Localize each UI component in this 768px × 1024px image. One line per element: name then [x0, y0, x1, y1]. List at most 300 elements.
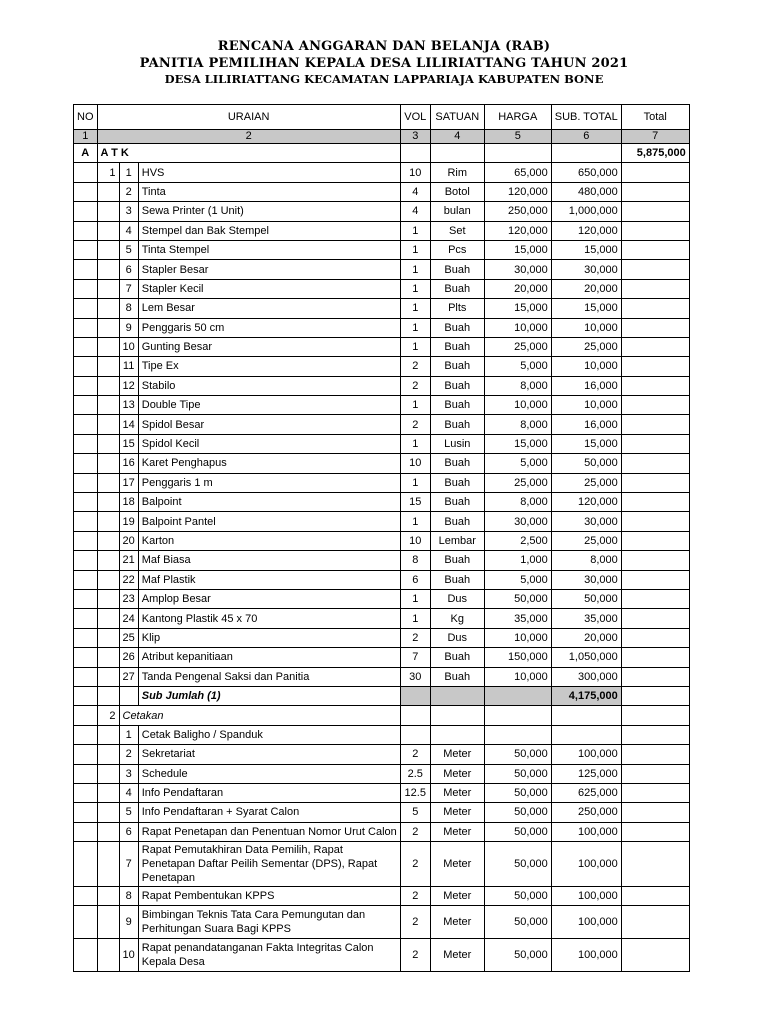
item-subtotal: 100,000 — [551, 745, 621, 764]
group-label: Cetakan — [119, 706, 400, 725]
item-number: 10 — [119, 939, 138, 972]
item-harga: 120,000 — [484, 182, 551, 201]
item-subtotal: 300,000 — [551, 667, 621, 686]
item-uraian: Stabilo — [138, 376, 400, 395]
item-satuan: Meter — [430, 764, 484, 783]
table-row — [74, 337, 690, 356]
item-number: 18 — [119, 493, 138, 512]
item-vol: 1 — [400, 473, 430, 492]
blank-cell — [74, 725, 98, 744]
item-harga: 1,000 — [484, 551, 551, 570]
item-vol — [400, 725, 430, 744]
item-uraian: Info Pendaftaran — [138, 783, 400, 802]
blank-cell — [74, 803, 98, 822]
group-number — [97, 887, 119, 906]
item-vol: 1 — [400, 240, 430, 259]
item-subtotal: 15,000 — [551, 434, 621, 453]
item-number: 13 — [119, 396, 138, 415]
item-subtotal: 100,000 — [551, 939, 621, 972]
item-uraian: Penggaris 50 cm — [138, 318, 400, 337]
item-uraian: Atribut kepanitiaan — [138, 648, 400, 667]
item-harga: 35,000 — [484, 609, 551, 628]
header-subtotal: SUB. TOTAL — [551, 105, 621, 130]
blank-cell — [74, 531, 98, 550]
item-harga: 50,000 — [484, 589, 551, 608]
item-subtotal: 650,000 — [551, 163, 621, 182]
item-vol: 5 — [400, 803, 430, 822]
item-number: 24 — [119, 609, 138, 628]
table-row — [74, 725, 690, 744]
item-total — [621, 906, 689, 939]
group-number — [97, 589, 119, 608]
item-uraian: Bimbingan Teknis Tata Cara Pemungutan dan Perhitungan Suara Bagi KPPS — [138, 906, 400, 939]
item-total — [621, 725, 689, 744]
item-vol: 2 — [400, 939, 430, 972]
item-vol: 10 — [400, 454, 430, 473]
item-satuan: Buah — [430, 279, 484, 298]
item-harga: 15,000 — [484, 240, 551, 259]
item-number: 12 — [119, 376, 138, 395]
item-uraian: Tinta — [138, 182, 400, 201]
blank-cell — [74, 279, 98, 298]
group-number — [97, 783, 119, 802]
item-satuan: Buah — [430, 376, 484, 395]
table-row — [74, 357, 690, 376]
section-a-row — [74, 144, 690, 163]
group-number — [97, 551, 119, 570]
item-total — [621, 764, 689, 783]
item-total — [621, 609, 689, 628]
item-harga: 50,000 — [484, 842, 551, 887]
item-number: 15 — [119, 434, 138, 453]
item-uraian: Amplop Besar — [138, 589, 400, 608]
item-vol: 1 — [400, 260, 430, 279]
group-number — [97, 454, 119, 473]
item-vol: 1 — [400, 337, 430, 356]
blank-cell — [74, 570, 98, 589]
blank-cell — [74, 609, 98, 628]
item-vol: 2 — [400, 376, 430, 395]
blank-cell — [74, 240, 98, 259]
group-number — [97, 531, 119, 550]
item-vol: 1 — [400, 299, 430, 318]
group-number — [97, 240, 119, 259]
item-vol: 2 — [400, 906, 430, 939]
item-harga: 10,000 — [484, 628, 551, 647]
item-harga: 50,000 — [484, 887, 551, 906]
item-harga: 50,000 — [484, 783, 551, 802]
item-uraian: Info Pendaftaran + Syarat Calon — [138, 803, 400, 822]
item-subtotal: 120,000 — [551, 221, 621, 240]
blank-cell — [74, 589, 98, 608]
item-uraian: Karet Penghapus — [138, 454, 400, 473]
blank-cell — [74, 357, 98, 376]
item-vol: 4 — [400, 202, 430, 221]
group-number — [97, 182, 119, 201]
item-uraian: Maf Plastik — [138, 570, 400, 589]
item-vol: 1 — [400, 318, 430, 337]
item-vol: 1 — [400, 221, 430, 240]
item-subtotal: 25,000 — [551, 337, 621, 356]
item-vol: 30 — [400, 667, 430, 686]
item-subtotal: 15,000 — [551, 299, 621, 318]
blank-cell — [74, 493, 98, 512]
item-subtotal: 30,000 — [551, 260, 621, 279]
item-harga: 120,000 — [484, 221, 551, 240]
item-subtotal: 1,050,000 — [551, 648, 621, 667]
item-number: 7 — [119, 842, 138, 887]
item-subtotal: 100,000 — [551, 822, 621, 841]
item-total — [621, 473, 689, 492]
item-vol: 1 — [400, 589, 430, 608]
item-number: 7 — [119, 279, 138, 298]
item-subtotal: 100,000 — [551, 906, 621, 939]
item-harga: 2,500 — [484, 531, 551, 550]
item-uraian: Rapat penandatanganan Fakta Integritas Calon Kepala Desa — [138, 939, 400, 972]
blank-cell — [74, 512, 98, 531]
column-number-row — [74, 130, 690, 144]
group-number — [97, 725, 119, 744]
item-number: 3 — [119, 764, 138, 783]
item-harga: 50,000 — [484, 745, 551, 764]
item-total — [621, 745, 689, 764]
item-satuan: Meter — [430, 906, 484, 939]
item-uraian: Klip — [138, 628, 400, 647]
item-vol: 1 — [400, 434, 430, 453]
item-number: 17 — [119, 473, 138, 492]
blank-cell — [74, 318, 98, 337]
item-harga: 25,000 — [484, 337, 551, 356]
item-vol: 2.5 — [400, 764, 430, 783]
item-subtotal: 35,000 — [551, 609, 621, 628]
item-vol: 15 — [400, 493, 430, 512]
item-vol: 2 — [400, 415, 430, 434]
item-satuan: Buah — [430, 473, 484, 492]
item-harga: 20,000 — [484, 279, 551, 298]
item-uraian: Rapat Penetapan dan Penentuan Nomor Urut Calon — [138, 822, 400, 841]
item-total — [621, 279, 689, 298]
item-total — [621, 531, 689, 550]
item-total — [621, 589, 689, 608]
blank-cell — [74, 260, 98, 279]
item-uraian: Rapat Pemutakhiran Data Pemilih, Rapat Penetapan Daftar Peilih Sementar (DPS), Rapat Penetapan — [138, 842, 400, 887]
colnum-6: 6 — [551, 130, 621, 144]
item-satuan: Lusin — [430, 434, 484, 453]
item-number: 27 — [119, 667, 138, 686]
item-number: 4 — [119, 221, 138, 240]
item-subtotal: 625,000 — [551, 783, 621, 802]
item-satuan: Meter — [430, 803, 484, 822]
item-total — [621, 512, 689, 531]
blank-cell — [74, 906, 98, 939]
blank-cell — [74, 628, 98, 647]
item-number: 11 — [119, 357, 138, 376]
item-number: 20 — [119, 531, 138, 550]
item-number: 25 — [119, 628, 138, 647]
item-subtotal: 10,000 — [551, 318, 621, 337]
item-uraian: Rapat Pembentukan KPPS — [138, 887, 400, 906]
item-vol: 1 — [400, 396, 430, 415]
item-number: 26 — [119, 648, 138, 667]
table-row — [74, 182, 690, 201]
item-subtotal: 50,000 — [551, 454, 621, 473]
group-number — [97, 434, 119, 453]
item-total — [621, 628, 689, 647]
blank-cell — [74, 822, 98, 841]
item-total — [621, 299, 689, 318]
item-satuan: Buah — [430, 570, 484, 589]
item-satuan: bulan — [430, 202, 484, 221]
group-number — [97, 648, 119, 667]
item-satuan: Buah — [430, 512, 484, 531]
table-row — [74, 939, 690, 972]
table-row — [74, 396, 690, 415]
table-row — [74, 764, 690, 783]
item-satuan: Dus — [430, 628, 484, 647]
item-number: 19 — [119, 512, 138, 531]
item-subtotal: 20,000 — [551, 279, 621, 298]
item-subtotal — [551, 725, 621, 744]
group-number — [97, 512, 119, 531]
item-number: 2 — [119, 745, 138, 764]
item-uraian: Sewa Printer (1 Unit) — [138, 202, 400, 221]
group-number — [97, 357, 119, 376]
item-harga: 50,000 — [484, 906, 551, 939]
blank-cell — [74, 415, 98, 434]
item-uraian: HVS — [138, 163, 400, 182]
group-number — [97, 337, 119, 356]
subtotal-value: 4,175,000 — [551, 686, 621, 705]
colnum-3: 3 — [400, 130, 430, 144]
item-satuan: Buah — [430, 337, 484, 356]
item-total — [621, 376, 689, 395]
item-number: 10 — [119, 337, 138, 356]
header-uraian: URAIAN — [97, 105, 400, 130]
item-total — [621, 357, 689, 376]
header-row — [74, 105, 690, 130]
item-total — [621, 396, 689, 415]
group-number — [97, 493, 119, 512]
item-satuan: Meter — [430, 887, 484, 906]
table-row — [74, 551, 690, 570]
item-subtotal: 50,000 — [551, 589, 621, 608]
item-harga: 50,000 — [484, 803, 551, 822]
item-number: 5 — [119, 803, 138, 822]
item-satuan: Plts — [430, 299, 484, 318]
item-satuan: Set — [430, 221, 484, 240]
item-subtotal: 100,000 — [551, 842, 621, 887]
table-row — [74, 609, 690, 628]
rab-table — [73, 104, 690, 972]
item-subtotal: 20,000 — [551, 628, 621, 647]
item-number: 9 — [119, 318, 138, 337]
item-total — [621, 318, 689, 337]
item-satuan: Buah — [430, 648, 484, 667]
blank-cell — [74, 842, 98, 887]
item-number: 6 — [119, 822, 138, 841]
blank-cell — [74, 783, 98, 802]
item-harga: 65,000 — [484, 163, 551, 182]
table-row — [74, 570, 690, 589]
item-uraian: Schedule — [138, 764, 400, 783]
table-row — [74, 279, 690, 298]
item-harga: 250,000 — [484, 202, 551, 221]
item-satuan: Buah — [430, 260, 484, 279]
colnum-5: 5 — [484, 130, 551, 144]
blank-cell — [74, 887, 98, 906]
header-no: NO — [74, 105, 98, 130]
title-line-1: RENCANA ANGGARAN DAN BELANJA (RAB) — [217, 39, 551, 54]
item-satuan: Meter — [430, 842, 484, 887]
header-vol: VOL — [400, 105, 430, 130]
item-vol: 1 — [400, 609, 430, 628]
item-harga: 30,000 — [484, 260, 551, 279]
item-satuan: Pcs — [430, 240, 484, 259]
table-row — [74, 493, 690, 512]
item-uraian: Lem Besar — [138, 299, 400, 318]
item-satuan: Buah — [430, 357, 484, 376]
group-number — [97, 939, 119, 972]
group-number: 1 — [97, 163, 119, 182]
item-subtotal: 120,000 — [551, 493, 621, 512]
group-number — [97, 260, 119, 279]
item-harga: 8,000 — [484, 493, 551, 512]
item-harga: 5,000 — [484, 570, 551, 589]
colnum-1: 1 — [74, 130, 98, 144]
table-row — [74, 667, 690, 686]
group-number — [97, 609, 119, 628]
table-row — [74, 318, 690, 337]
document-title-block — [0, 38, 768, 87]
item-vol: 10 — [400, 163, 430, 182]
blank-cell — [74, 202, 98, 221]
item-subtotal: 10,000 — [551, 396, 621, 415]
table-row — [74, 783, 690, 802]
group-number — [97, 803, 119, 822]
item-number: 4 — [119, 783, 138, 802]
group-number — [97, 628, 119, 647]
item-harga: 15,000 — [484, 434, 551, 453]
item-vol: 7 — [400, 648, 430, 667]
blank-cell — [74, 299, 98, 318]
item-number: 9 — [119, 906, 138, 939]
table-row — [74, 454, 690, 473]
item-vol: 8 — [400, 551, 430, 570]
item-harga: 15,000 — [484, 299, 551, 318]
item-total — [621, 163, 689, 182]
item-subtotal: 30,000 — [551, 570, 621, 589]
item-harga: 8,000 — [484, 376, 551, 395]
item-uraian: Tanda Pengenal Saksi dan Panitia — [138, 667, 400, 686]
item-subtotal: 16,000 — [551, 376, 621, 395]
group-number — [97, 764, 119, 783]
item-total — [621, 493, 689, 512]
item-subtotal: 100,000 — [551, 887, 621, 906]
item-satuan: Meter — [430, 783, 484, 802]
item-satuan: Dus — [430, 589, 484, 608]
item-number: 8 — [119, 887, 138, 906]
item-total — [621, 570, 689, 589]
header-harga: HARGA — [484, 105, 551, 130]
item-number: 16 — [119, 454, 138, 473]
item-uraian: Balpoint — [138, 493, 400, 512]
group-number — [97, 570, 119, 589]
item-uraian: Maf Biasa — [138, 551, 400, 570]
group-number — [97, 415, 119, 434]
table-row — [74, 415, 690, 434]
item-harga: 50,000 — [484, 764, 551, 783]
item-total — [621, 939, 689, 972]
item-vol: 2 — [400, 887, 430, 906]
item-total — [621, 240, 689, 259]
group-number — [97, 221, 119, 240]
group-number — [97, 745, 119, 764]
table-row — [74, 202, 690, 221]
item-satuan — [430, 725, 484, 744]
table-row — [74, 434, 690, 453]
item-vol: 1 — [400, 512, 430, 531]
item-total — [621, 648, 689, 667]
item-uraian: Balpoint Pantel — [138, 512, 400, 531]
item-satuan: Buah — [430, 396, 484, 415]
blank-cell — [74, 182, 98, 201]
item-number: 5 — [119, 240, 138, 259]
item-uraian: Sekretariat — [138, 745, 400, 764]
section-a-total: 5,875,000 — [621, 144, 689, 163]
group-number — [97, 202, 119, 221]
item-satuan: Buah — [430, 454, 484, 473]
item-satuan: Lembar — [430, 531, 484, 550]
item-harga: 30,000 — [484, 512, 551, 531]
item-number: 8 — [119, 299, 138, 318]
item-number: 22 — [119, 570, 138, 589]
table-row — [74, 628, 690, 647]
item-number: 2 — [119, 182, 138, 201]
item-subtotal: 250,000 — [551, 803, 621, 822]
colnum-2: 2 — [97, 130, 400, 144]
item-number: 3 — [119, 202, 138, 221]
item-subtotal: 30,000 — [551, 512, 621, 531]
blank-cell — [74, 745, 98, 764]
item-total — [621, 803, 689, 822]
item-vol: 2 — [400, 745, 430, 764]
item-harga — [484, 725, 551, 744]
group-number — [97, 318, 119, 337]
blank-cell — [74, 551, 98, 570]
item-total — [621, 202, 689, 221]
item-vol: 2 — [400, 628, 430, 647]
table-row — [74, 589, 690, 608]
item-subtotal: 16,000 — [551, 415, 621, 434]
blank-cell — [74, 764, 98, 783]
item-uraian: Gunting Besar — [138, 337, 400, 356]
item-satuan: Buah — [430, 493, 484, 512]
item-harga: 10,000 — [484, 667, 551, 686]
item-number: 6 — [119, 260, 138, 279]
item-total — [621, 783, 689, 802]
item-uraian: Kantong Plastik 45 x 70 — [138, 609, 400, 628]
item-satuan: Buah — [430, 551, 484, 570]
blank-cell — [74, 648, 98, 667]
group-number — [97, 473, 119, 492]
item-uraian: Karton — [138, 531, 400, 550]
table-row — [74, 648, 690, 667]
group-number — [97, 842, 119, 887]
item-satuan: Meter — [430, 939, 484, 972]
group-number — [97, 299, 119, 318]
item-satuan: Buah — [430, 318, 484, 337]
item-total — [621, 434, 689, 453]
